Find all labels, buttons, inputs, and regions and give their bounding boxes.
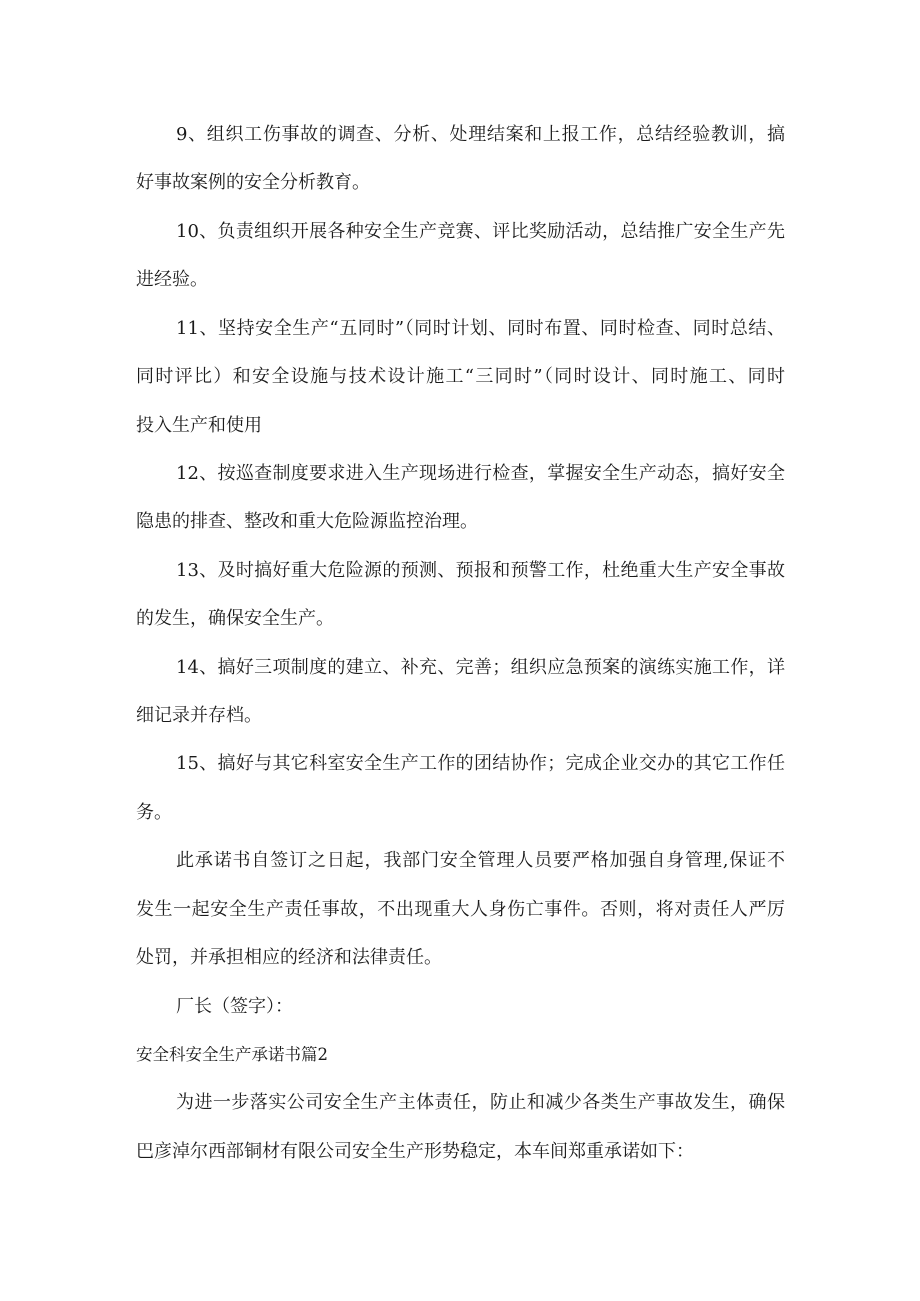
list-item-line: 12、按巡查制度要求进入生产现场进行检查，掌握安全生产动态，搞好安全 [176,462,785,484]
document-body [136,111,785,1176]
list-item-line: 9、组织工伤事故的调查、分析、处理结案和上报工作，总结经验教训，搞 [176,124,785,145]
list-item-line: 好事故案例的安全分析教育。 [136,172,370,194]
list-item-line: 14、搞好三项制度的建立、补充、完善；组织应急预案的演练实施工作，详 [176,656,785,678]
list-item-line: 同时评比）和安全设施与技术设计施工“三同时”（同时设计、同时施工、同时 [136,366,785,388]
list-item-14 [136,644,785,741]
list-item-line: 务。 [136,801,172,823]
list-item-line: 10、负责组织开展各种安全生产竞赛、评比奖励活动，总结推广安全生产先 [176,220,785,242]
commitment-line: 此承诺书自签订之日起，我部门安全管理人员要严格加强自身管理,保证不 [176,850,785,872]
commitment-line: 处罚，并承担相应的经济和法律责任。 [136,947,442,969]
list-item-10 [136,208,785,305]
intro-paragraph [136,1079,785,1176]
commitment-line: 发生一起安全生产责任事故，不出现重大人身伤亡事件。否则，将对责任人严厉 [136,898,785,920]
section-heading: 安全科安全生产承诺书篇2 [136,1045,328,1065]
list-item-line: 的发生，确保安全生产。 [136,608,334,630]
list-item-line: 11、坚持安全生产“五同时”（同时计划、同时布置、同时检查、同时总结、 [176,317,785,339]
list-item-13 [136,547,785,644]
commitment-paragraph [136,837,785,982]
intro-line: 为进一步落实公司安全生产主体责任，防止和减少各类生产事故发生，确保 [176,1092,785,1114]
list-item-line: 投入生产和使用 [136,414,262,436]
intro-line: 巴彦淖尔西部铜材有限公司安全生产形势稳定，本车间郑重承诺如下： [136,1140,694,1162]
list-item-line: 隐患的排查、整改和重大危险源监控治理。 [136,511,478,533]
list-item-line: 进经验。 [136,269,208,291]
signature-line: 厂长（签字）： [176,995,293,1017]
list-item-line: 细记录并存档。 [136,705,262,727]
list-item-line: 15、搞好与其它科室安全生产工作的团结协作；完成企业交办的其它工作任 [176,753,785,775]
list-item-12 [136,450,785,547]
list-item-15 [136,740,785,837]
list-item-11 [136,305,785,450]
list-item-9 [136,111,785,208]
list-item-line: 13、及时搞好重大危险源的预测、预报和预警工作，杜绝重大生产安全事故 [176,559,785,581]
